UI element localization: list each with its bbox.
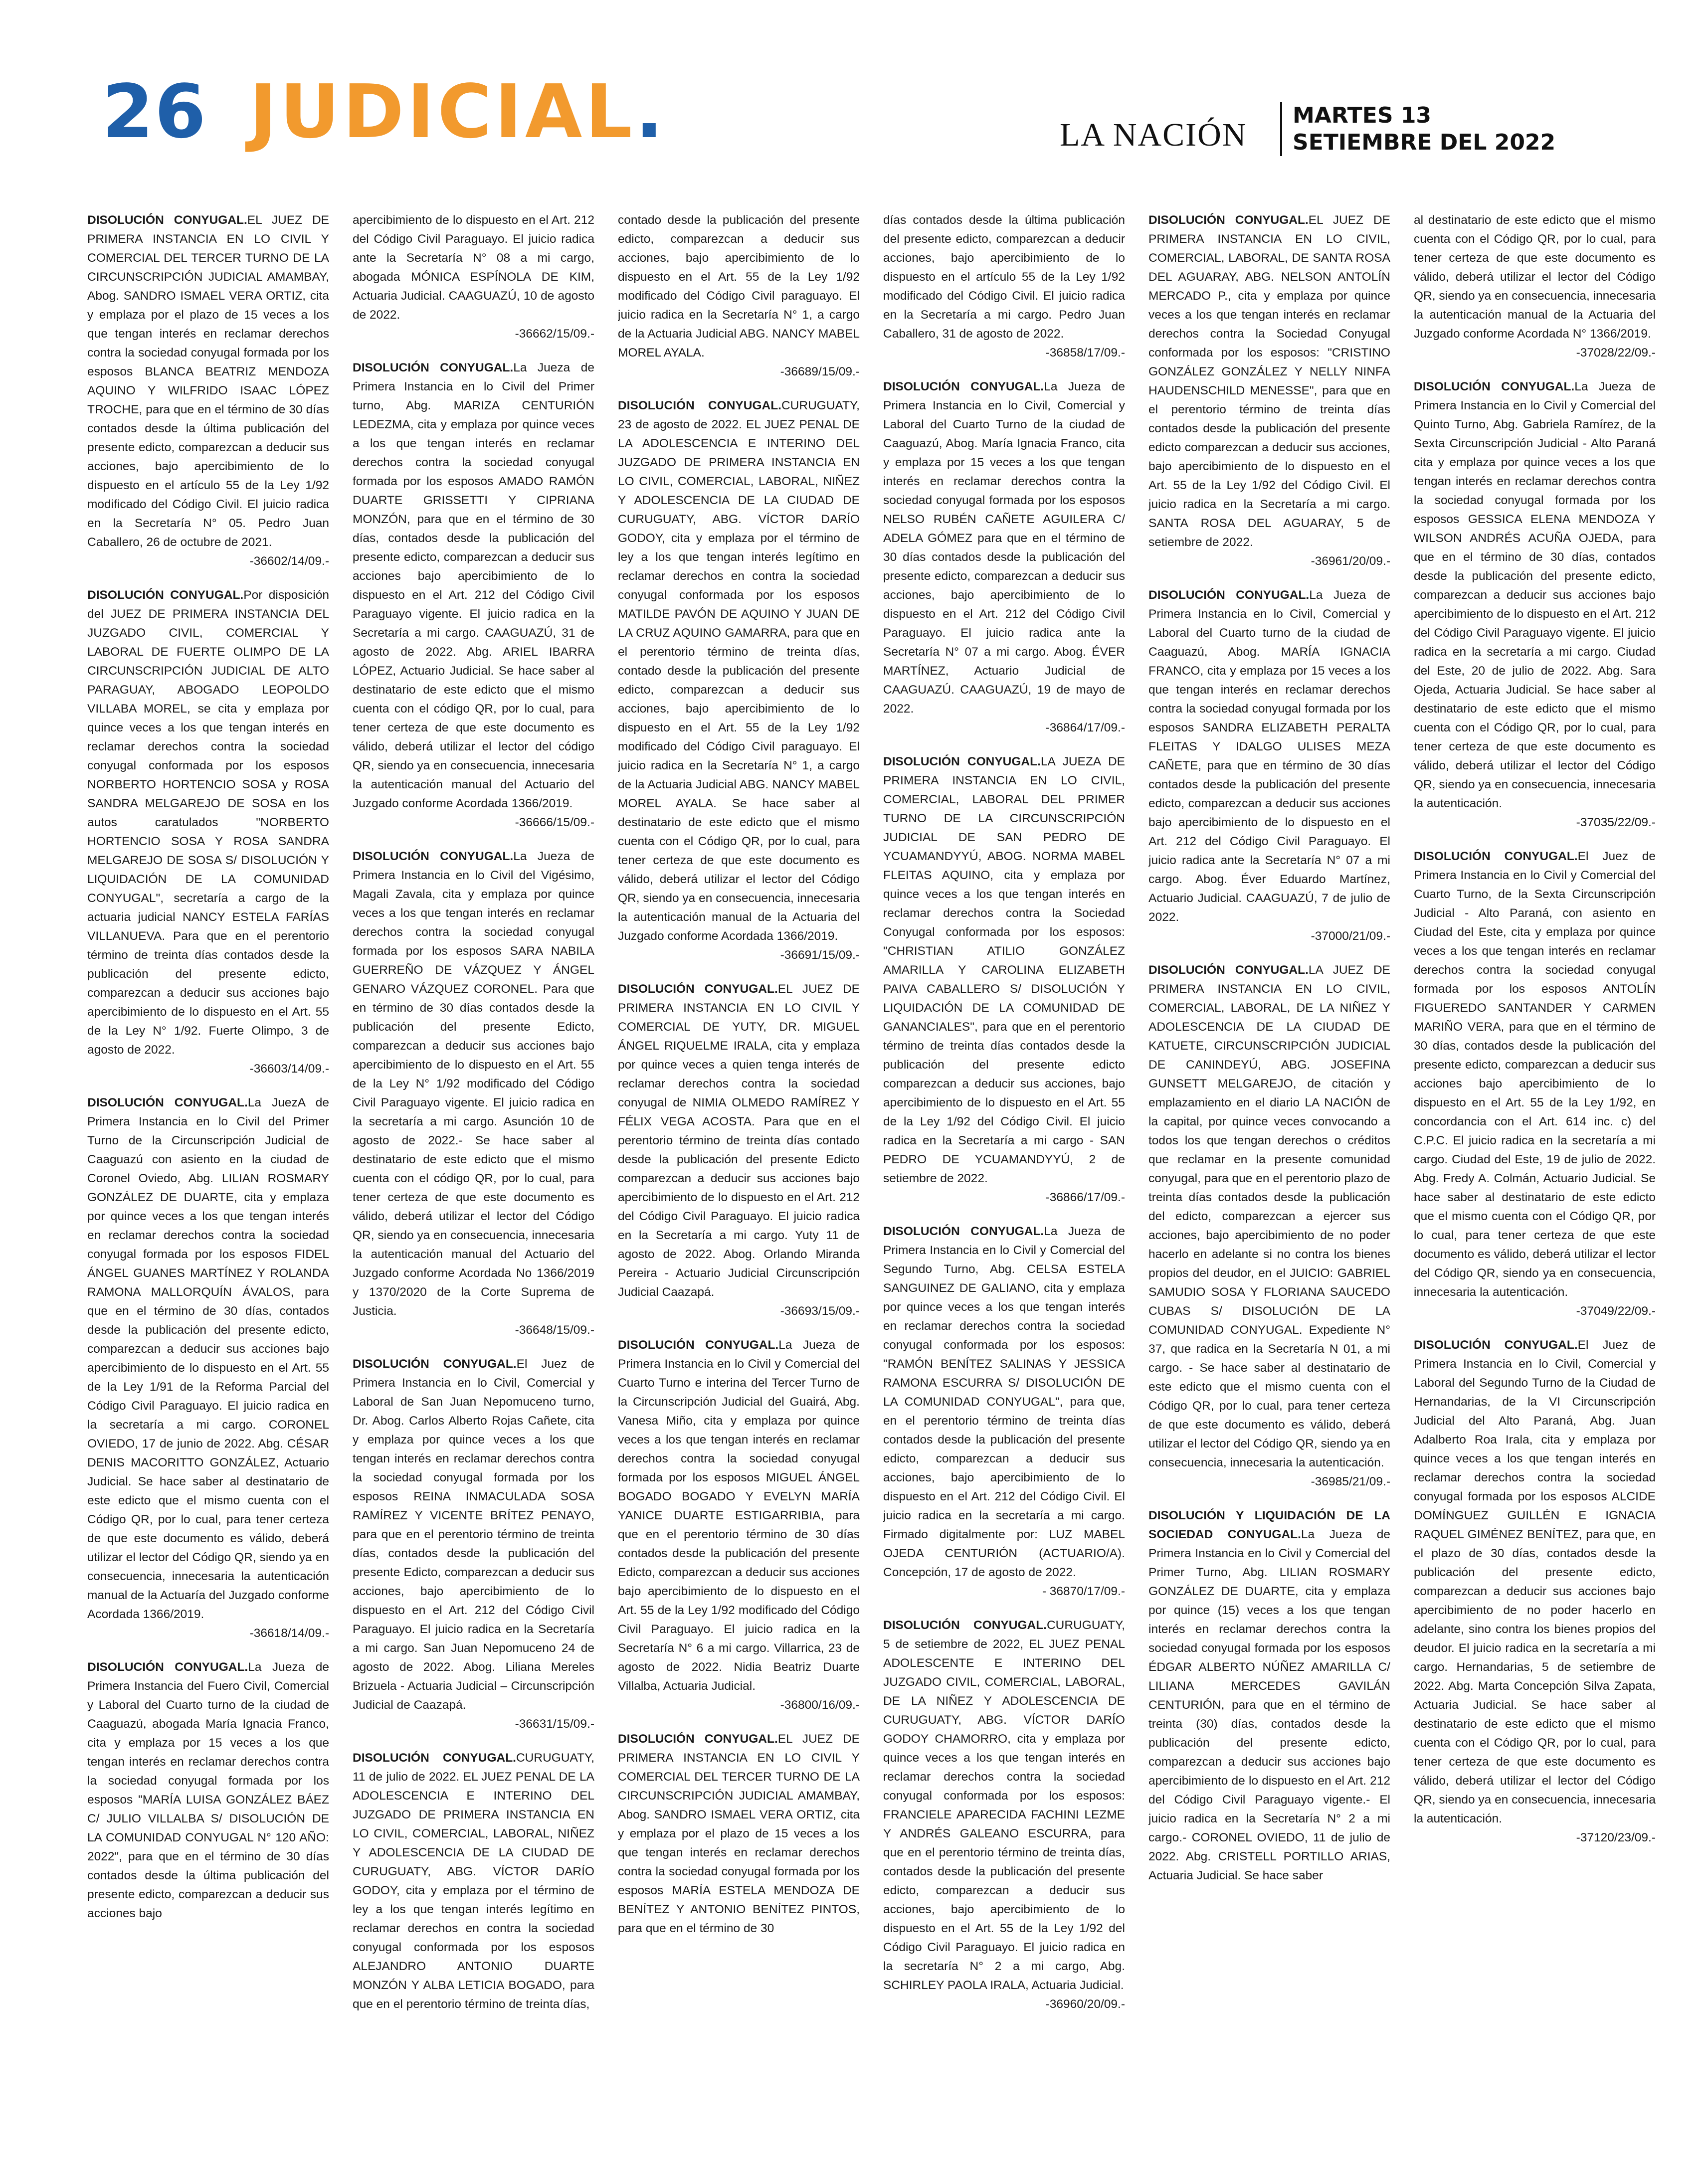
notice-title: DISOLUCIÓN CONYUGAL. <box>883 1225 1044 1238</box>
legal-notice <box>353 847 594 1340</box>
notice-title: DISOLUCIÓN CONYUGAL. <box>353 361 514 374</box>
notice-body: LA JUEZ DE PRIMERA INSTANCIA EN LO CIVIL, COMERCIAL, LABORAL, DE LA NIÑEZ Y ADOLESCENCIA DE LA CIUDAD DE KATUETE, CIRCUNSCRIPCIÓN JUDICIAL DE CANINDEYÚ, ABG. JOSEFINA GUNSETT MELGAREJO, de citación y emplazamiento en el diario LA NACIÓN de la capital, por quince veces convocando a todos los que tengan derechos o créditos que reclamar en la presente comunidad conyugal, para que en el perentorio plazo de treinta días contados desde la publicación del edicto, comparezcan a ejercer sus acciones, bajo apercibimiento de no poder hacerlo en adelante si no contra los bienes propios del deudor, en el JUICIO: GABRIEL SAMUDIO SOSA Y FLORIANA SAUCEDO CUBAS S/ DISOLUCIÓN DE LA COMUNIDAD CONYUGAL. Expediente N° 37, que radica en la Secretaría N 01, a mi cargo. - Se hace saber al destinatario de este edicto que el mismo cuenta con el Código QR, por lo cual, para tener certeza de que este documento es válido, deberá utilizar el lector del Código QR, siendo ya en consecuencia, innecesaria la autenticación. <box>1148 963 1390 1469</box>
notice-body: al destinatario de este edicto que el mismo cuenta con el Código QR, por lo cual, para tener certeza de que este documento es válido, deberá utilizar el lector del Código QR, siendo ya en consecuencia, innecesaria la autenticación manual de la Actuaria del Juzgado conforme Acordada N° 1366/2019. <box>1414 213 1656 341</box>
legal-notice <box>618 1730 860 1938</box>
legal-notice <box>87 1093 329 1643</box>
notice-body: CURUGUATY, 23 de agosto de 2022. EL JUEZ PENAL DE LA ADOLESCENCIA E INTERINO DEL JUZGADO DE PRIMERA INSTANCIA EN LO CIVIL, COMERCIAL, LABORAL, NIÑEZ Y ADOLESCENCIA DE LA CIUDAD DE CURUGUATY, ABG. VÍCTOR DARÍO GODOY, cita y emplaza por el término de ley a los que tengan interés legítimo en reclamar derechos en contra la sociedad conyugal conformada por los esposos MATILDE PAVÓN DE AQUINO Y JUAN DE LA CRUZ AQUINO GAMARRA, para que en el perentorio término de treinta días, contado desde la publicación del presente edicto, comparezcan a deducir sus acciones, bajo apercibimiento de lo dispuesto en el Art. 55 de la Ley 1/92 modificado del Código Civil paraguayo. El juicio radica en la Secretaría N° 1, a cargo de la Actuaria Judicial ABG. NANCY MABEL MOREL AYALA. Se hace saber al destinatario de este edicto que el mismo cuenta con el Código QR, por lo cual, para tener certeza de que este documento es válido, deberá utilizar el lector del Código QR, siendo ya en consecuencia, innecesaria la autenticación manual de la Actuaria del Juzgado conforme Acordada 1366/2019. <box>618 399 860 943</box>
page-header <box>0 0 1708 165</box>
notice-body: La Jueza de Primera Instancia en lo Civil del Vigésimo, Magali Zavala, cita y emplaza por quince veces a los que tengan interés en reclamar derechos contra la sociedad conyugal formada por los esposos SARA NABILA GUERREÑO DE VÁZQUEZ Y ÁNGEL GENARO VÁZQUEZ CORONEL. Para que en término de 30 días contados desde la publicación del presente Edicto, comparezcan a deducir sus acciones bajo apercibimiento de lo dispuesto en el Art. 55 de la Ley N° 1/92 modificado del Código Civil Paraguayo vigente. El juicio radica en la secretaría a mi cargo. Asunción 10 de agosto de 2022.- Se hace saber al destinatario de este edicto que el mismo cuenta con el código QR, por lo cual, para tener certeza de que este documento es válido, deberá utilizar el lector del Código QR, siendo ya en consecuencia, innecesaria la autenticación manual del Actuario del Juzgado conforme Acordada No 1366/2019 y 1370/2020 de la Corte Suprema de Justicia. <box>353 850 594 1318</box>
legal-notice <box>1414 377 1656 832</box>
legal-notice <box>618 396 860 965</box>
notice-reference: -36618/14/09.- <box>249 1627 329 1640</box>
notice-title: DISOLUCIÓN CONYUGAL. <box>618 1732 778 1746</box>
legal-notice <box>1148 1506 1390 1885</box>
legal-notice <box>353 211 594 344</box>
notice-body: EL JUEZ DE PRIMERA INSTANCIA EN LO CIVIL Y COMERCIAL DE YUTY, DR. MIGUEL ÁNGEL RIQUELME IRALA, cita y emplaza por quince veces a quien tenga interés de reclamar derechos contra la sociedad conyugal de NIMIA OLMEDO RAMÍREZ Y FÉLIX VEGA ACOSTA. Para que en el perentorio término de treinta días contado desde la publicación del presente Edicto comparezcan a deducir sus acciones bajo apercibimiento de lo dispuesto en el Art. 212 del Código Civil Paraguayo. El juicio radica en la Secretaría a mi cargo. Yuty 11 de agosto de 2022. Abog. Orlando Miranda Pereira - Actuario Judicial Circunscripción Judicial Caazapá. <box>618 982 860 1299</box>
notice-title: DISOLUCIÓN CONYUGAL. <box>618 1338 779 1352</box>
notice-body: La Jueza de Primera Instancia en lo Civil y Comercial del Primer Turno, Abg. LILIAN ROSMARY GONZÁLEZ DE DUARTE, cita y emplaza por quince (15) veces a los que tengan interés en reclamar derechos contra la sociedad conyugal formada por los esposos ÉDGAR ALBERTO NÚÑEZ AMARILLA C/ LILIANA MERCEDES GAVILÁN CENTURIÓN, para que en el término de treinta (30) días, contados desde la publicación del presente edicto, comparezcan a deducir sus acciones bajo apercibimiento de lo dispuesto en el Art. 212 del Código Civil Paraguayo vigente.- El juicio radica en la Secretaría N° 2 a mi cargo.- CORONEL OVIEDO, 11 de julio de 2022. Abg. CRISTELL PORTILLO ARIAS, Actuaria Judicial. Se hace saber <box>1148 1528 1390 1882</box>
notice-reference: -36631/15/09.- <box>515 1717 594 1731</box>
column-1 <box>87 211 329 2156</box>
notice-reference: -36960/20/09.- <box>1045 1997 1125 2011</box>
notice-title: DISOLUCIÓN CONYUGAL. <box>353 850 514 863</box>
legal-notice <box>618 211 860 381</box>
legal-notice <box>353 1355 594 1734</box>
notice-title: DISOLUCIÓN CONYUGAL. <box>1148 588 1310 602</box>
notice-body: La Jueza de Primera Instancia en lo Civil del Primer turno, Abg. MARIZA CENTURIÓN LEDEZMA, cita y emplaza por quince veces a los que tengan interés en reclamar derechos contra la sociedad conyugal formada por los esposos AMADO RAMÓN DUARTE GRISSETTI Y CIPRIANA MONZÓN, para que en el término de 30 días, contados desde la publicación del presente edicto, comparezcan a deducir sus acciones bajo apercibimiento de lo dispuesto en el Art. 212 del Código Civil Paraguayo vigente. El juicio radica en la Secretaría a mi cargo. CAAGUAZÚ, 31 de agosto de 2022. Abg. ARIEL IBARRA LÓPEZ, Actuario Judicial. Se hace saber al destinatario de este edicto que el mismo cuenta con el código QR, por lo cual, para tener certeza de que este documento es válido, deberá utilizar el lector del código QR, siendo ya en consecuencia, innecesaria la autenticación manual del Actuario del Juzgado conforme Acordada 1366/2019. <box>353 361 594 810</box>
notice-title: DISOLUCIÓN CONYUGAL. <box>87 588 244 602</box>
notice-title: DISOLUCIÓN CONYUGAL. <box>618 399 781 412</box>
notice-reference: -36662/15/09.- <box>515 327 594 341</box>
notice-body: CURUGUATY, 5 de setiembre de 2022, EL JUEZ PENAL ADOLESCENTE E INTERINO DEL JUZGADO CIVIL, COMERCIAL, LABORAL, DE LA NIÑEZ Y ADOLESCENCIA DE CURUGUATY, ABG. VÍCTOR DARÍO GODOY CHAMORRO, cita y emplaza por quince veces a los que tengan interés en reclamar derechos contra la sociedad conyugal conformada por los esposos: FRANCIELE APARECIDA FACHINI LEZME Y ANDRÉS GALEANO ESCURRA, para que en el perentorio término de treinta días, contados desde la publicación del presente edicto, comparezcan a deducir sus acciones, bajo apercibimiento de lo dispuesto en el Art. 55 de la Ley 1/92 del Código Civil Paraguayo. El juicio radica en la secretaría N° 2 a mi cargo, Abg. SCHIRLEY PAOLA IRALA, Actuaria Judicial. <box>883 1619 1125 1992</box>
date-weekday: MARTES 13 <box>1293 103 1432 128</box>
notice-body: apercibimiento de lo dispuesto en el Art. 212 del Código Civil Paraguayo. El juicio radica ante la Secretaría N° 08 a mi cargo, abogada MÓNICA ESPÍNOLA DE KIM, Actuaria Judicial. CAAGUAZÚ, 10 de agosto de 2022. <box>353 213 594 322</box>
notice-body: La JuezA de Primera Instancia en lo Civil del Primer Turno de la Circunscripción Judicial de Caaguazú con asiento en la ciudad de Coronel Oviedo, Abg. LILIAN ROSMARY GONZÁLEZ DE DUARTE, cita y emplaza por quince veces a los que tengan interés en reclamar derechos contra la sociedad conyugal formada por los esposos FIDEL ÁNGEL GUANES MARTÍNEZ Y ROLANDA RAMONA MALLORQUÍN ÁVALOS, para que en el término de 30 días, contados desde la publicación del presente edicto, comparezcan a deducir sus acciones bajo apercibimiento de lo dispuesto en el Art. 55 de la Ley 1/91 de la Reforma Parcial del Código Civil Paraguayo. El juicio radica en la secretaría a mi cargo. CORONEL OVIEDO, 17 de junio de 2022. Abg. CÉSAR DENIS MACORITTO GONZÁLEZ, Actuario Judicial. Se hace saber al destinatario de este edicto que el mismo cuenta con el Código QR, por lo cual, para tener certeza de que este documento es válido, deberá utilizar el lector del Código QR, siendo ya en consecuencia, innecesaria la autenticación manual de la Actuaría del Juzgado conforme Acordada 1366/2019. <box>87 1096 329 1621</box>
notice-title: DISOLUCIÓN Y LIQUIDACIÓN DE LA SOCIEDAD CONYUGAL. <box>1148 1509 1390 1541</box>
notice-body: EL JUEZ DE PRIMERA INSTANCIA EN LO CIVIL Y COMERCIAL DEL TERCER TURNO DE LA CIRCUNSCRIPCIÓN JUDICIAL AMAMBAY, Abog. SANDRO ISMAEL VERA ORTIZ, cita y emplaza por el plazo de 15 veces a los que tengan interés en reclamar derechos contra la sociedad conyugal formada por los esposos BLANCA BEATRIZ MENDOZA AQUINO Y WILFRIDO ISAAC LÓPEZ TROCHE, para que en el término de 30 días contados desde la última publicación del presente edicto, comparezcan a deducir sus acciones, bajo apercibimiento de lo dispuesto en el artículo 55 de la Ley 1/92 modificado del Código Civil. El juicio radica en la Secretaría N° 05. Pedro Juan Caballero, 26 de octubre de 2021. <box>87 213 329 549</box>
legal-notice <box>87 211 329 571</box>
legal-notice <box>1148 586 1390 946</box>
notice-reference: - 36870/17/09.- <box>1042 1585 1125 1598</box>
legal-notice <box>353 1749 594 2014</box>
notice-body: La Jueza de Primera Instancia en lo Civil, Comercial y Laboral del Cuarto turno de la ciudad de Caaguazú, Abog. MARÍA IGNACIA FRANCO, cita y emplaza por 15 veces a los que tengan interés en reclamar derechos contra la sociedad conyugal formada por los esposos SANDRA ELIZABETH PERALTA FLEITAS Y IDALGO ULISES MEZA CAÑETE, para que en término de 30 días contados desde la publicación del presente edicto, comparezcan a deducir sus acciones bajo apercibimiento de lo dispuesto en el Art. 212 del Código Civil Paraguayo. El juicio radica ante la Secretaría N° 07 a mi cargo. Abog. Éver Eduardo Martínez, Actuario Judicial. CAAGUAZÚ, 7 de julio de 2022. <box>1148 588 1390 924</box>
legal-notice <box>87 586 329 1079</box>
notice-reference: -36864/17/09.- <box>1045 721 1125 734</box>
notice-reference: -36602/14/09.- <box>249 554 329 568</box>
notice-title: DISOLUCIÓN CONYUGAL. <box>1414 850 1578 863</box>
section-title-dot: . <box>635 69 666 155</box>
notice-title: DISOLUCIÓN CONYUGAL. <box>87 1096 248 1109</box>
notice-body: La Jueza de Primera Instancia en lo Civil, Comercial y Laboral del Cuarto Turno de la ciudad de Caaguazú, Abog. María Ignacia Franco, cita y emplaza por 15 veces a los que tengan interés en reclamar derechos contra la sociedad conyugal formada por los esposos NELSO RUBÉN CAÑETE AGUILERA C/ ADELA GÓMEZ para que en el término de 30 días contados desde la publicación del presente edicto, comparezcan a deducir sus acciones, bajo apercibimiento de lo dispuesto en el Art. 212 del Código Civil Paraguayo. El juicio radica ante la Secretaría N° 07 a mi cargo. Abog. ÉVER MARTÍNEZ, Actuario Judicial de CAAGUAZÚ. CAAGUAZÚ, 19 de mayo de 2022. <box>883 380 1125 716</box>
page-number: 26 <box>102 69 207 155</box>
section-title <box>249 69 666 155</box>
legal-notice <box>1148 961 1390 1491</box>
column-5 <box>1148 211 1390 2156</box>
masthead-logo: LA NACIÓN <box>1060 117 1247 153</box>
notice-title: DISOLUCIÓN CONYUGAL. <box>883 380 1044 393</box>
legal-notice <box>883 1222 1125 1601</box>
notice-reference: -36691/15/09.- <box>780 948 860 962</box>
notice-body: El Juez de Primera Instancia en lo Civil, Comercial y Laboral del Segundo Turno de la Ciudad de Hernandarias, de la VI Circunscripción Judicial del Alto Paraná, Abg. Juan Adalberto Roa Irala, cita y emplaza por quince veces a los que tengan interés en reclamar derechos contra la sociedad conyugal formada por los esposos ALCIDE DOMÍNGUEZ GUILLÉN E IGNACIA RAQUEL GIMÉNEZ BENÍTEZ, para que, en el plazo de 30 días, contados desde la publicación del presente edicto, comparezcan a deducir sus acciones bajo apercibimiento de no poder hacerlo en adelante, sino contra los bienes propios del deudor. El juicio radica en la secretaría a mi cargo. Hernandarias, 5 de setiembre de 2022. Abg. Marta Concepción Silva Zapata, Actuaria Judicial. Se hace saber al destinatario de este edicto que el mismo cuenta con el Código QR, por lo cual, para tener certeza de que este documento es válido, deberá utilizar el lector del Código QR, siendo ya en consecuencia, innecesaria la autenticación. <box>1414 1338 1656 1825</box>
notice-reference: -36693/15/09.- <box>780 1304 860 1318</box>
notice-reference: -36985/21/09.- <box>1311 1475 1390 1488</box>
column-2 <box>353 211 594 2156</box>
legal-notice <box>353 359 594 832</box>
legal-notice <box>618 1336 860 1715</box>
legal-notice <box>883 211 1125 363</box>
notice-body: El Juez de Primera Instancia en lo Civil, Comercial y Laboral de San Juan Nepomuceno turno, Dr. Abog. Carlos Alberto Rojas Cañete, cita y emplaza por quince veces a los que tengan interés en reclamar derechos contra la sociedad conyugal formada por los esposos REINA INMACULADA SOSA RAMÍREZ Y VICENTE BRÍTEZ PENAYO, para que en el perentorio término de treinta días, contados desde la publicación del presente Edicto, comparezcan a deducir sus acciones, bajo apercibimiento de lo dispuesto en el Art. 212 del Código Civil Paraguayo. El juicio radica en la Secretaría a mi cargo. San Juan Nepomuceno 24 de agosto de 2022. Abog. Liliana Mereles Brizuela - Actuaria Judicial – Circunscripción Judicial de Caazapá. <box>353 1357 594 1712</box>
notice-title: DISOLUCIÓN CONYUGAL. <box>883 755 1041 768</box>
notice-body: Por disposición del JUEZ DE PRIMERA INSTANCIA DEL JUZGADO CIVIL, COMERCIAL Y LABORAL DE FUERTE OLIMPO DE LA CIRCUNSCRIPCIÓN JUDICIAL DE ALTO PARAGUAY, ABOGADO LEOPOLDO VILLABA MOREL, se cita y emplaza por quince veces a los que tengan interés en reclamar derechos contra la sociedad conyugal conformada por los esposos NORBERTO HORTENCIO SOSA y ROSA SANDRA MELGAREJO DE SOSA en los autos caratulados "NORBERTO HORTENCIO SOSA Y ROSA SANDRA MELGAREJO DE SOSA S/ DISOLUCIÓN Y LIQUIDACIÓN DE LA COMUNIDAD CONYUGAL", secretaría a cargo de la actuaria judicial NANCY ESTELA FARÍAS VILLANUEVA. Para que en el perentorio término de treinta días contados desde la publicación del presente edicto, comparezcan a deducir sus acciones bajo apercibimiento de lo dispuesto en el Art. 55 de la Ley N° 1/92. Fuerte Olimpo, 3 de agosto de 2022. <box>87 588 329 1057</box>
notice-body: EL JUEZ DE PRIMERA INSTANCIA EN LO CIVIL Y COMERCIAL DEL TERCER TURNO DE LA CIRCUNSCRIPCIÓN JUDICIAL AMAMBAY, Abog. SANDRO ISMAEL VERA ORTIZ, cita y emplaza por el plazo de 15 veces a los que tengan interés en reclamar derechos contra la sociedad conyugal formada por los esposos MARÍA ESTELA MENDOZA DE BENÍTEZ Y ANTONIO BENÍTEZ PINTOS, para que en el término de 30 <box>618 1732 860 1935</box>
notice-title: DISOLUCIÓN CONYUGAL. <box>1414 380 1575 393</box>
notice-title: DISOLUCIÓN CONYUGAL. <box>883 1619 1047 1632</box>
notice-body: CURUGUATY, 11 de julio de 2022. EL JUEZ PENAL DE LA ADOLESCENCIA E INTERINO DEL JUZGADO DE PRIMERA INSTANCIA EN LO CIVIL, COMERCIAL, LABORAL, NIÑEZ Y ADOLESCENCIA DE LA CIUDAD DE CURUGUATY, ABG. VÍCTOR DARÍO GODOY, cita y emplaza por el término de ley a los que tengan interés legítimo en reclamar derechos en contra la sociedad conyugal conformada por los esposos ALEJANDRO ANTONIO DUARTE MONZÓN Y ALBA LETICIA BOGADO, para que en el perentorio término de treinta días, <box>353 1751 594 2011</box>
notice-body: contado desde la publicación del presente edicto, comparezcan a deducir sus acciones, bajo apercibimiento de lo dispuesto en el Art. 55 de la Ley 1/92 modificado del Código Civil paraguayo. El juicio radica en la Secretaría N° 1, a cargo de la Actuaria Judicial ABG. NANCY MABEL MOREL AYALA. <box>618 213 860 360</box>
notice-reference: -37028/22/09.- <box>1576 346 1656 360</box>
notice-body: La Jueza de Primera Instancia en lo Civil y Comercial del Quinto Turno, Abg. Gabriela Ramírez, de la Sexta Circunscripción Judicial - Alto Paraná cita y emplaza por quince veces a los que tengan interés en reclamar derechos contra la sociedad conyugal formada por los esposos GESSICA ELENA MENDOZA Y WILSON ANDRÉS ACUÑA OJEDA, para que en el término de 30 días, contados desde la publicación del presente edicto, comparezcan a deducir sus acciones bajo apercibimiento de lo dispuesto en el Art. 212 del Código Civil Paraguayo vigente. El juicio radica en la secretaría a mi cargo. Ciudad del Este, 20 de julio de 2022. Abg. Sara Ojeda, Actuaria Judicial. Se hace saber al destinatario de este edicto que el mismo cuenta con el Código QR, por lo cual, para tener certeza de que este documento es válido, deberá utilizar el lector del Código QR, siendo ya en consecuencia, innecesaria la autenticación. <box>1414 380 1656 810</box>
notice-body: días contados desde la última publicación del presente edicto, comparezcan a deducir acciones, bajo apercibimiento de lo dispuesto en el artículo 55 de la Ley 1/92 modificado del Código Civil. El juicio radica en la Secretaría a mi cargo. Pedro Juan Caballero, 31 de agosto de 2022. <box>883 213 1125 341</box>
notice-body: EL JUEZ DE PRIMERA INSTANCIA EN LO CIVIL, COMERCIAL, LABORAL, DE SANTA ROSA DEL AGUARAY, ABG. NELSON ANTOLÍN MERCADO P., cita y emplaza por quince veces a los que tengan interés en reclamar derechos contra la Sociedad Conyugal conformada por los esposos: "CRISTINO GONZÁLEZ GONZÁLEZ Y NELLY NINFA HAUDENSCHILD MENESSE", para que en el perentorio término de treinta días contados desde la publicación del presente edicto comparezcan a deducir sus acciones, bajo apercibimiento de lo dispuesto en el Art. 55 de la Ley 1/92 del Código Civil. El juicio radica en la Secretaría a mi cargo. SANTA ROSA DEL AGUARAY, 5 de setiembre de 2022. <box>1148 213 1390 549</box>
notice-reference: -37049/22/09.- <box>1576 1304 1656 1318</box>
notice-body: El Juez de Primera Instancia en lo Civil y Comercial del Cuarto Turno, de la Sexta Circunscripción Judicial - Alto Paraná, con asiento en Ciudad del Este, cita y emplaza por quince veces a los que tengan interés en reclamar derechos contra la sociedad conyugal formada por los esposos ANTOLÍN FIGUEREDO SANTANDER Y CARMEN MARIÑO VERA, para que en el término de 30 días, contados desde la publicación del presente edicto, comparezcan a deducir sus acciones bajo apercibimiento de lo dispuesto en el Art. 55 de la Ley 1/92, en concordancia con el Art. 614 inc. c) del C.P.C. El juicio radica en la secretaría a mi cargo. Ciudad del Este, 19 de julio de 2022. Abg. Fredy A. Colmán, Actuario Judicial. Se hace saber al destinatario de este edicto que el mismo cuenta con el Código QR, por lo cual, para tener certeza de que este documento es válido, deberá utilizar el lector del Código QR, siendo ya en consecuencia, innecesaria la autenticación. <box>1414 850 1656 1299</box>
notice-reference: -36866/17/09.- <box>1045 1191 1125 1204</box>
notice-title: DISOLUCIÓN CONYUGAL. <box>353 1751 516 1765</box>
notice-title: DISOLUCIÓN CONYUGAL. <box>618 982 778 996</box>
section-title-text: JUDICIAL <box>249 69 635 155</box>
notices-columns <box>87 211 1656 2156</box>
date-line <box>1293 102 1555 156</box>
legal-notice <box>618 980 860 1321</box>
notice-reference: -36648/15/09.- <box>515 1323 594 1337</box>
legal-notice <box>1414 1336 1656 1847</box>
notice-reference: -37000/21/09.- <box>1311 929 1390 943</box>
notice-title: DISOLUCIÓN CONYUGAL. <box>87 213 247 227</box>
legal-notice <box>87 1658 329 1923</box>
notice-title: DISOLUCIÓN CONYUGAL. <box>1148 213 1309 227</box>
notice-body: La Jueza de Primera Instancia en lo Civil y Comercial del Segundo Turno, Abg. CELSA ESTELA SANGUINEZ DE GALIANO, cita y emplaza por quince veces a los que tengan interés en reclamar derechos contra la sociedad conyugal conformada por los esposos: "RAMÓN BENÍTEZ SALINAS Y JESSICA RAMONA ESCURRA S/ DISOLUCIÓN DE LA COMUNIDAD CONYUGAL", para que, en el perentorio término de treinta días contados desde la publicación del presente edicto, comparezcan a deducir sus acciones, bajo apercibimiento de lo dispuesto en el Art. 212 del Código Civil. El juicio radica en la secretaría a mi cargo. Firmado digitalmente por: LUZ MABEL OJEDA CENTURIÓN (ACTUARIO/A). Concepción, 17 de agosto de 2022. <box>883 1225 1125 1579</box>
notice-reference: -37120/23/09.- <box>1576 1831 1656 1844</box>
notice-body: LA JUEZA DE PRIMERA INSTANCIA EN LO CIVIL, COMERCIAL, LABORAL DEL PRIMER TURNO DE LA CIRCUNSCRIPCIÓN JUDICIAL DE SAN PEDRO DE YCUAMANDYYÚ, ABOG. NORMA MABEL FLEITAS AQUINO, cita y emplaza por quince veces a los que tengan interés en reclamar derechos contra la Sociedad Conyugal conformada por los esposos: "CHRISTIAN ATILIO GONZÁLEZ AMARILLA Y CAROLINA ELIZABETH PAIVA CABALLERO S/ DISOLUCIÓN Y LIQUIDACIÓN DE LA COMUNIDAD DE GANANCIALES", para que en el perentorio término de treinta días contados desde la publicación del presente edicto comparezcan a deducir sus acciones, bajo apercibimiento de lo dispuesto en el Art. 55 de la Ley 1/92 del Código Civil. El juicio radica en la Secretaría a mi cargo - SAN PEDRO DE YCUAMANDYYÚ, 2 de setiembre de 2022. <box>883 755 1125 1185</box>
legal-notice <box>1414 211 1656 363</box>
legal-notice <box>883 1616 1125 2014</box>
header-divider <box>1280 102 1282 156</box>
notice-body: La Jueza de Primera Instancia en lo Civil y Comercial del Cuarto Turno e interina del Tercer Turno de la Circunscripción Judicial del Guairá, Abg. Vanesa Miño, cita y emplaza por quince veces a los que tengan interés en reclamar derechos contra la sociedad conyugal formada por los esposos MIGUEL ÁNGEL BOGADO BOGADO Y EVELYN MARÍA YANICE DUARTE ESTIGARRIBIA, para que en el perentorio término de 30 días contados desde la publicación del presente Edicto, comparezcan a deducir sus acciones bajo apercibimiento de lo dispuesto en el Art. 55 de la Ley 1/92 modificado del Código Civil Paraguayo. El juicio radica en la Secretaría N° 6 a mi cargo. Villarrica, 23 de agosto de 2022. Nidia Beatriz Duarte Villalba, Actuaria Judicial. <box>618 1338 860 1693</box>
notice-reference: -36858/17/09.- <box>1045 346 1125 360</box>
legal-notice <box>1148 211 1390 571</box>
column-3 <box>618 211 860 2156</box>
notice-reference: -36961/20/09.- <box>1311 554 1390 568</box>
legal-notice <box>883 752 1125 1207</box>
notice-reference: -36666/15/09.- <box>515 816 594 829</box>
notice-title: DISOLUCIÓN CONYUGAL. <box>87 1660 248 1674</box>
notice-title: DISOLUCIÓN CONYUGAL. <box>353 1357 517 1371</box>
notice-title: DISOLUCIÓN CONYUGAL. <box>1148 963 1309 977</box>
column-6 <box>1414 211 1656 2156</box>
notice-reference: -36800/16/09.- <box>780 1698 860 1712</box>
notice-reference: -36603/14/09.- <box>249 1062 329 1076</box>
notice-reference: -36689/15/09.- <box>780 365 860 378</box>
date-month-year: SETIEMBRE DEL 2022 <box>1293 130 1556 155</box>
legal-notice <box>1414 847 1656 1321</box>
notice-reference: -37035/22/09.- <box>1576 816 1656 829</box>
legal-notice <box>883 377 1125 737</box>
notice-body: La Jueza de Primera Instancia del Fuero Civil, Comercial y Laboral del Cuarto turno de la ciudad de Caaguazú, abogada María Ignacia Franco, cita y emplaza por 15 veces a los que tengan interés en reclamar derechos contra la sociedad conyugal formada por los esposos "MARÍA LUISA GONZÁLEZ BÁEZ C/ JULIO VILLALBA S/ DISOLUCIÓN DE LA COMUNIDAD CONYUGAL N° 120 AÑO: 2022", para que en el término de 30 días contados desde la última publicación del presente edicto, comparezcan a deducir sus acciones bajo <box>87 1660 329 1920</box>
column-4 <box>883 211 1125 2156</box>
notice-title: DISOLUCIÓN CONYUGAL. <box>1414 1338 1578 1352</box>
